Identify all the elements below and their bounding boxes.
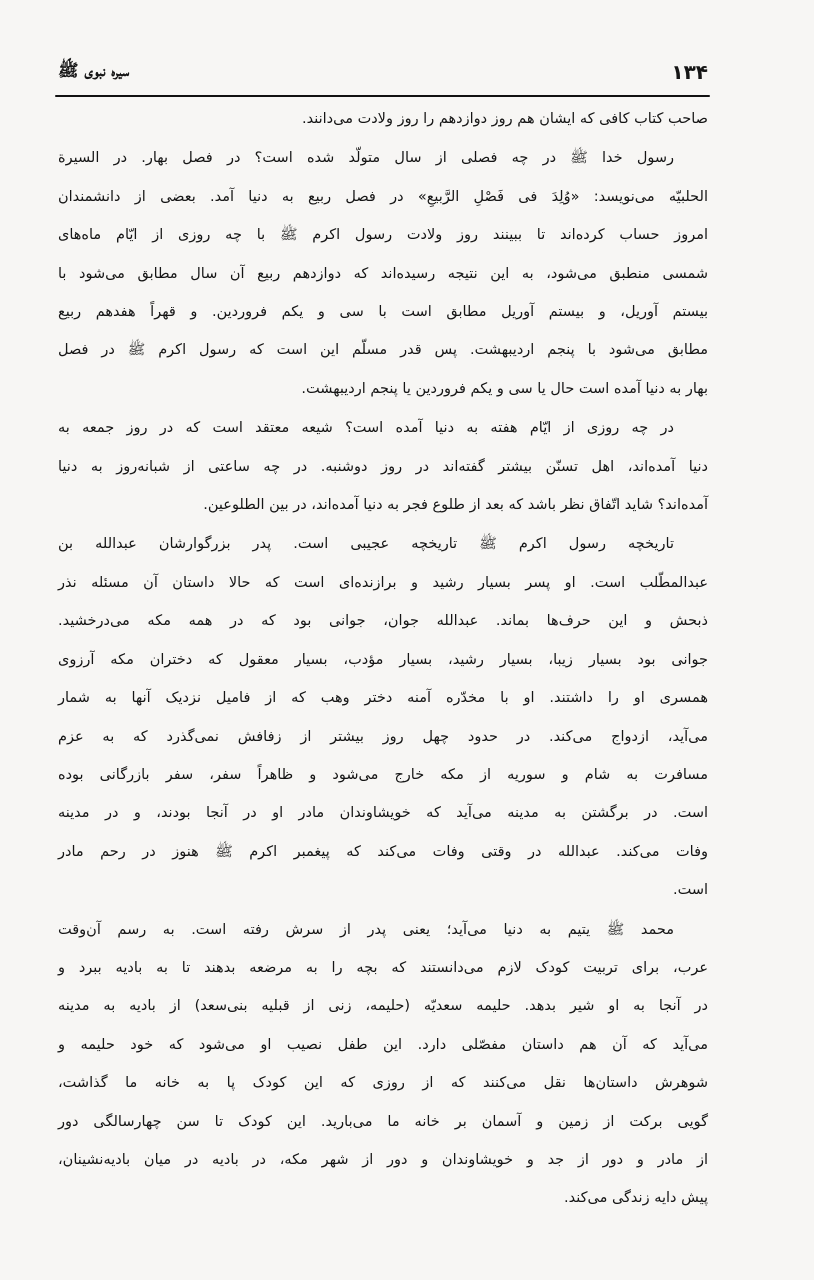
header-rule: [55, 95, 710, 97]
text-line: در چه روزی از ایّام هفته به دنیا آمده است؟ شیعه معتقد است که در روز جمعه به: [58, 420, 674, 437]
text-line: است. در برگشتن به مدینه می‌آید که خویشاوندان مادر او در آنجا بودند، و در مدینه: [58, 805, 708, 822]
text-line: دنیا آمده‌اند، اهل تسنّن بیشتر گفته‌اند در روز دوشنبه. در چه ساعتی از شبانه‌روز به دنیا: [58, 458, 708, 475]
text-line: آمده‌اند؟ شاید اتّفاق نظر باشد که بعد از طلوع فجر به دنیا آمده‌اند، در بین الطلوعین.: [203, 497, 708, 514]
text-line: می‌آید که آن هم داستان مفصّلی دارد. این طفل نصیب او می‌شود که خود حلیمه و: [58, 1036, 708, 1053]
text-line: شمسی منطبق می‌شود، به این نتیجه رسیده‌اند که دوازدهم ربیع آن سال مطابق می‌شود با: [58, 265, 708, 282]
text-line: وفات می‌کند. عبدالله در وقتی وفات می‌کند که پیغمبر اکرم ﷺ هنوز در رحم مادر: [58, 843, 708, 860]
text-line: صاحب کتاب کافی که ایشان هم روز دوازدهم را روز ولادت می‌دانند.: [302, 111, 708, 127]
text-line: بهار به دنیا آمده است حال یا سی و یکم فروردین یا پنجم اردیبهشت.: [301, 380, 708, 397]
paragraph: [58, 911, 708, 1218]
text-line: می‌آید، ازدواج می‌کند. در حدود چهل روز بیشتر از زفافش نمی‌گذرد که به عزم: [58, 728, 708, 745]
paragraph: [58, 409, 708, 524]
text-line: ذبحش و این حرف‌ها بماند. عبدالله جوان، جوانی بود که در همه مکه می‌درخشید.: [58, 613, 708, 630]
text-line: عرب، برای تربیت کودک لازم می‌دانستند که بچه را به مرضعه بدهند تا به بادیه ببرد و: [58, 959, 708, 976]
page-number: ۱۳۴: [671, 60, 708, 84]
page-body: [58, 100, 708, 1218]
paragraph: [58, 139, 708, 408]
text-line: محمد ﷺ یتیم به دنیا می‌آید؛ یعنی پدر از سرش رفته است. به رسم آن‌وقت: [58, 921, 674, 938]
text-line: است.: [672, 882, 708, 899]
text-line: همسری او را داشتند. او با مخدّره آمنه دختر وهب که از فامیل نزدیک آنها به شمار: [58, 690, 708, 707]
text-line: گویی برکت از زمین و آسمان بر خانه ما می‌بارید. این کودک تا سن چهارسالگی دور: [58, 1113, 708, 1130]
text-line: مسافرت به شام و سوریه از مکه خارج می‌شود و ظاهراً سفر، سفر بازرگانی بوده: [58, 766, 708, 783]
text-line: امروز حساب کرده‌اند تا ببینند روز ولادت رسول اکرم ﷺ با چه روزی از ایّام ماه‌های: [58, 227, 708, 244]
paragraph: [58, 100, 708, 138]
text-line: رسول خدا ﷺ در چه فصلی از سال متولّد شده است؟ در فصل بهار. در السیرة: [58, 150, 674, 167]
page-header: [58, 60, 708, 90]
text-line: پیش دایه زندگی می‌کند.: [563, 1190, 708, 1207]
text-line: الحلبیّه می‌نویسد: «وُلِدَ فی فَصْلِ الرَّبیعِ» در فصل ربیع به دنیا آمد. بعضی از دانشمندان: [58, 188, 708, 205]
text-line: بیستم آوریل، و بیستم آوریل مطابق است با سی و یکم فروردین. و قهراً هفدهم ربیع: [58, 304, 708, 321]
text-line: شوهرش داستان‌ها نقل می‌کنند که از روزی که این کودک پا به خانه ما گذاشت،: [58, 1075, 708, 1092]
text-line: تاریخچه رسول اکرم ﷺ تاریخچه عجیبی است. پدر بزرگوارشان عبدالله بن: [58, 536, 674, 553]
text-line: جوانی بود بسیار زیبا، بسیار رشید، بسیار مؤدب، بسیار معقول که دختران مکه آرزوی: [58, 651, 708, 668]
running-title: سیره نبوی ﷺ: [58, 61, 130, 81]
paragraph: [58, 525, 708, 909]
text-line: از مادر و دور از جد و خویشاوندان و دور از شهر مکه، در بادیه در میان بادیه‌نشینان،: [58, 1151, 708, 1168]
text-line: عبدالمطّلب است. او پسر بسیار رشید و برازنده‌ای است که حالا داستان آن مسئله نذر: [58, 574, 708, 591]
text-line: مطابق می‌شود با پنجم اردیبهشت. پس قدر مسلّم این است که رسول اکرم ﷺ در فصل: [58, 342, 708, 359]
text-line: در آنجا به او شیر بدهد. حلیمه سعدیّه (حلیمه، زنی از قبلیه بنی‌سعد) از بادیه به مدینه: [58, 998, 708, 1015]
